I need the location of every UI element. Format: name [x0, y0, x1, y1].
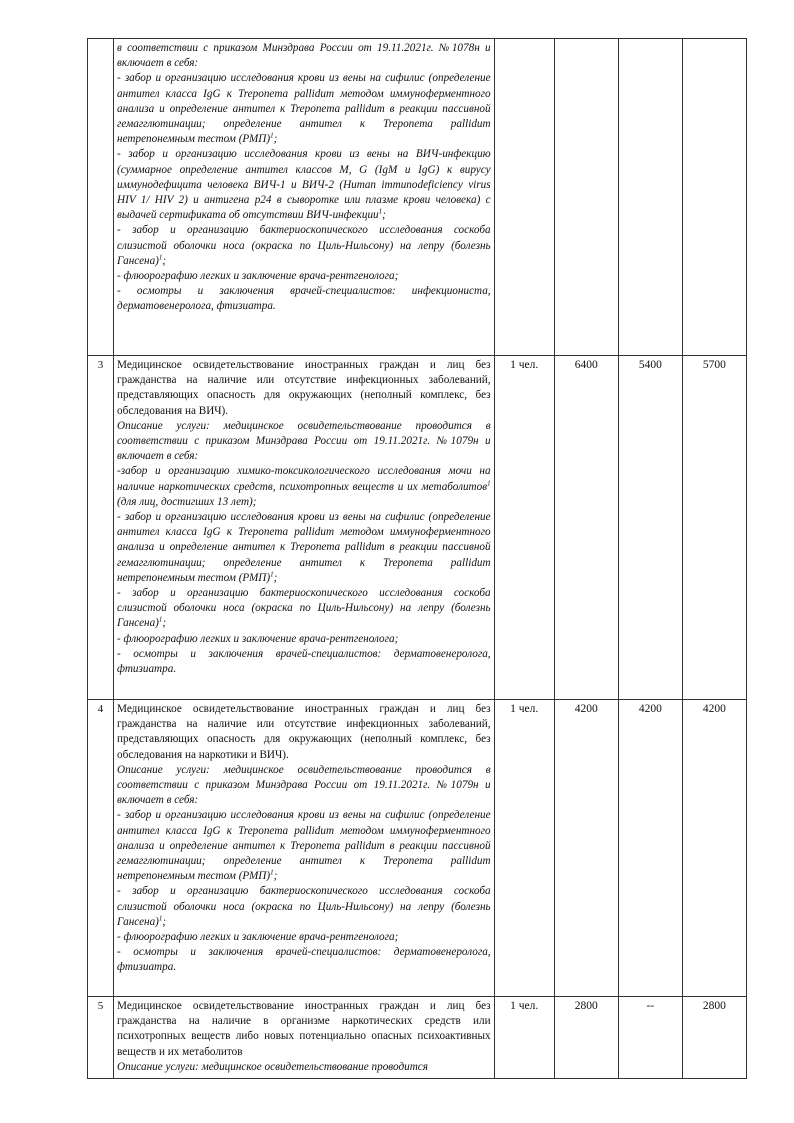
service-description	[114, 997, 495, 1079]
unit-cell: 1 чел.	[494, 997, 554, 1079]
service-title: Медицинское освидетельствование иностранных граждан и лиц без гражданства на наличие в организме наркотических средств или психотропных веществ либо новых потенциально опасных психоактивных веществ и их метаболитов	[117, 1000, 491, 1058]
description-line: - осмотры и заключения врачей-специалистов: дерматовенеролога, фтизиатра.	[117, 647, 491, 676]
footnote-marker: 1	[158, 615, 163, 624]
description-line: - осмотры и заключения врачей-специалистов: дерматовенеролога, фтизиатра.	[117, 946, 491, 974]
description-line: -забор и организацию химико-токсикологического исследования мочи на наличие наркотических средств, психотропных веществ и их метаболитов$^1$ (для лиц, достигших 13 лет);	[117, 465, 491, 508]
service-description	[114, 39, 495, 356]
description-line: - забор и организацию бактериоскопического исследования соскоба слизистой оболочки носа (окраска по Циль-Нильсону) на лепру (болезнь Гансена)$^1$;	[117, 885, 491, 928]
table-row-4	[88, 700, 747, 997]
table-row-continued	[88, 39, 747, 356]
description-line: Описание услуги: медицинское освидетельствование проводится в соответствии с приказом Минздрава России от 19.11.2021г. №1079н и включает в себя:	[117, 763, 491, 807]
service-description	[114, 356, 495, 700]
unit-cell	[494, 39, 554, 356]
unit-cell: 1 чел.	[494, 356, 554, 700]
footnote-marker: 1	[487, 478, 491, 487]
description-line: - забор и организацию бактериоскопического исследования соскоба слизистой оболочки носа (окраска по Циль-Нильсону) на лепру (болезнь Гансена)$^1$;	[117, 587, 491, 630]
price-cell-1: 4200	[554, 700, 618, 997]
description-line: Описание услуги: медицинское освидетельствование проводится	[117, 1060, 428, 1073]
price-cell-1	[554, 39, 618, 356]
footnote-marker: 1	[378, 207, 383, 216]
price-cell-3: 5700	[682, 356, 746, 700]
price-cell-2	[618, 39, 682, 356]
description-line: - забор и организацию исследования крови из вены на сифилис (определение антител класса IgG к Treponema pallidum методом иммуноферментного анализа и определение антител к Treponema pallidum в реакции пассивной гемагглютинации; определение антител к Treponema pallidum нетрепонемным тестом (РМП)$^1$;	[117, 72, 491, 146]
price-cell-3: 2800	[682, 997, 746, 1079]
description-line: - забор и организацию бактериоскопического исследования соскоба слизистой оболочки носа (окраска по Циль-Нильсону) на лепру (болезнь Гансена)$^1$;	[117, 224, 491, 267]
price-cell-1: 2800	[554, 997, 618, 1079]
footnote-marker: 1	[270, 868, 274, 877]
description-line: - забор и организацию исследования крови из вены на сифилис (определение антител класса IgG к Treponema pallidum методом иммуноферментного анализа и определение антител к Treponema pallidum в реакции пассивной гемагглютинации; определение антител к Treponema pallidum нетрепонемным тестом (РМП)$^1$;	[117, 511, 491, 584]
description-line: - флюорографию легких и заключение врача-рентгенолога;	[117, 632, 399, 645]
row-number	[88, 39, 114, 356]
price-cell-3: 4200	[682, 700, 746, 997]
row-number: 5	[88, 997, 114, 1079]
service-title: Медицинское освидетельствование иностранных граждан и лиц без гражданства на наличие или отсутствие инфекционных заболеваний, представляющих опасность для окружающих (неполный комплекс, без обследования на наркотики и ВИЧ).	[117, 703, 491, 761]
table-row-5	[88, 997, 747, 1079]
description-line: Описание услуги: медицинское освидетельствование проводится в соответствии с приказом Минздрава России от 19.11.2021г. №1079н и включает в себя:	[117, 419, 491, 463]
service-title: Медицинское освидетельствование иностранных граждан и лиц без гражданства на наличие или отсутствие инфекционных заболеваний, представляющих опасность для окружающих (неполный комплекс, без обследования на ВИЧ).	[117, 359, 491, 417]
description-line: - флюорографию легких и заключение врача-рентгенолога;	[117, 270, 399, 283]
price-cell-2: --	[618, 997, 682, 1079]
service-description	[114, 700, 495, 997]
row-number: 4	[88, 700, 114, 997]
description-line: - забор и организацию исследования крови из вены на ВИЧ-инфекцию (суммарное определение антител классов M, G (IgM и IgG) к вирусу иммунодефицита человека ВИЧ-1 и ВИЧ-2 (Human immunodeficiency virus HIV 1/ HIV 2) и антигена p24 в сыворотке или плазме крови человека) с выдачей сертификата об отсутствии ВИЧ-инфекции$^1$;	[117, 148, 491, 222]
footnote-marker: 1	[270, 131, 274, 140]
price-cell-2: 5400	[618, 356, 682, 700]
price-cell-3	[682, 39, 746, 356]
footnote-marker: 1	[158, 253, 163, 262]
description-line: - забор и организацию исследования крови из вены на сифилис (определение антител класса IgG к Treponema pallidum методом иммуноферментного анализа и определение антител к Treponema pallidum в реакции пассивной гемагглютинации; определение антител к Treponema pallidum нетрепонемным тестом (РМП)$^1$;	[117, 809, 491, 883]
table-row-3	[88, 356, 747, 700]
footnote-marker: 1	[158, 914, 163, 923]
price-cell-2: 4200	[618, 700, 682, 997]
description-line: - флюорографию легких и заключение врача-рентгенолога;	[117, 931, 399, 944]
unit-cell: 1 чел.	[494, 700, 554, 997]
price-table	[87, 38, 747, 1079]
row-number: 3	[88, 356, 114, 700]
footnote-marker: 1	[270, 570, 274, 579]
price-cell-1: 6400	[554, 356, 618, 700]
description-line: - осмотры и заключения врачей-специалистов: инфекциониста, дерматовенеролога, фтизиатра.	[117, 285, 491, 313]
description-line: в соответствии с приказом Минздрава России от 19.11.2021г. №1078н и включает в себя:	[117, 42, 491, 70]
